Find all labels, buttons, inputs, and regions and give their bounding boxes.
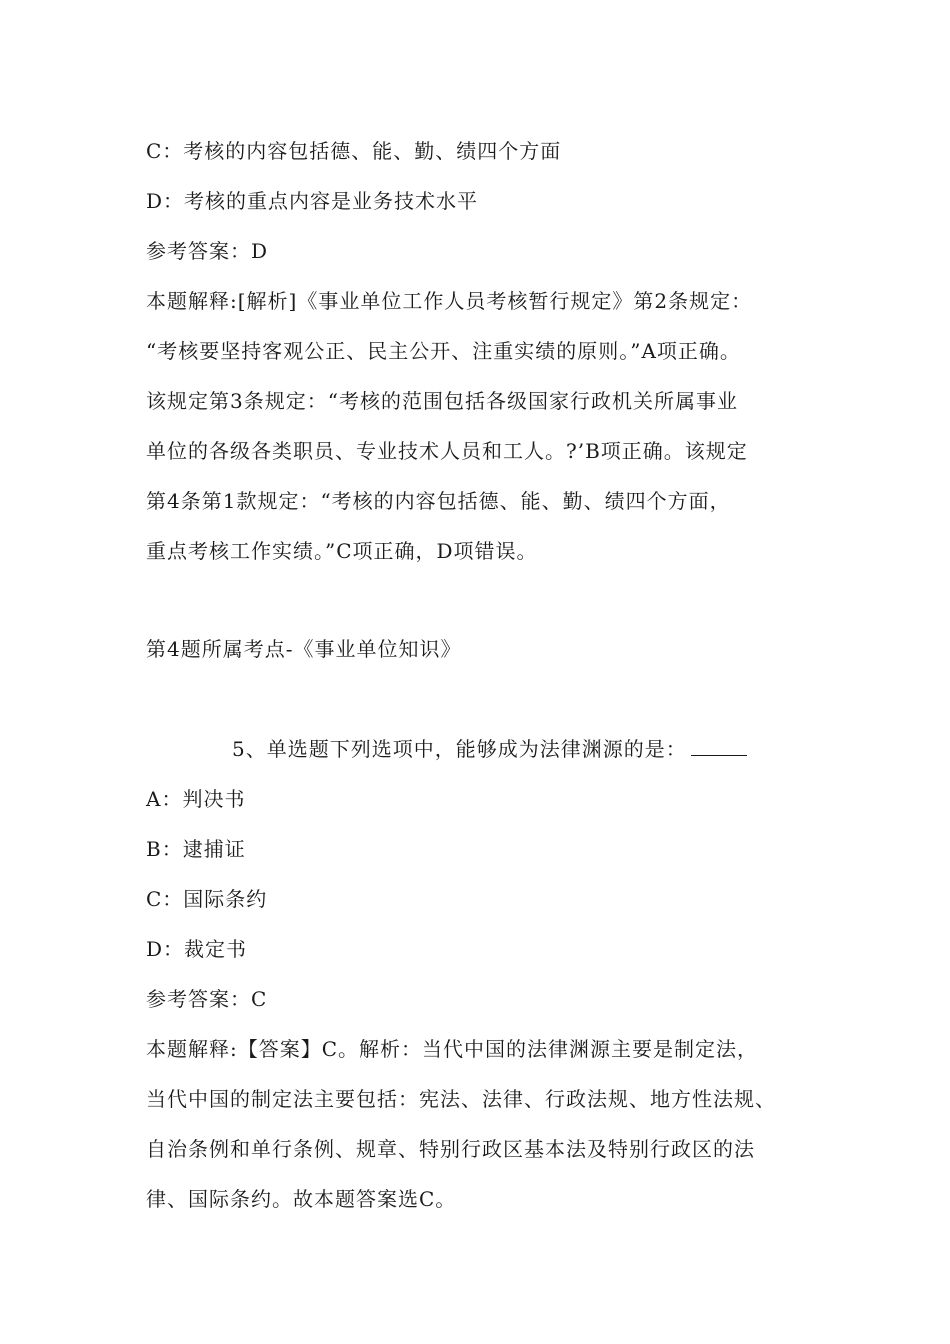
q3-explanation-line: “考核要坚持客观公正、民主公开、注重实绩的原则。”A项正确。 xyxy=(146,339,741,363)
q3-explanation-line: 重点考核工作实绩。”C项正确，D项错误。 xyxy=(146,539,538,563)
q5-option-d: D：裁定书 xyxy=(146,937,248,961)
q5-option-c: C：国际条约 xyxy=(146,887,268,911)
q5-title-text: 5、单选题下列选项中，能够成为法律渊源的是： xyxy=(232,737,687,761)
q5-explanation-line: 本题解释:【答案】C。解析：当代中国的法律渊源主要是制定法， xyxy=(146,1037,759,1061)
q3-topic: 第4题所属考点-《事业单位知识》 xyxy=(146,637,462,661)
q3-option-d: D：考核的重点内容是业务技术水平 xyxy=(146,189,479,213)
q3-explanation-line: 本题解释:[解析]《事业单位工作人员考核暂行规定》第2条规定： xyxy=(146,289,753,313)
q3-answer: 参考答案：D xyxy=(146,239,269,263)
q3-explanation-line: 第4条第1款规定：“考核的内容包括德、能、勤、绩四个方面， xyxy=(146,489,731,513)
q3-option-c: C：考核的内容包括德、能、勤、绩四个方面 xyxy=(146,139,562,163)
q5-answer: 参考答案：C xyxy=(146,987,268,1011)
q3-explanation-line: 单位的各级各类职员、专业技术人员和工人。?’B项正确。该规定 xyxy=(146,439,748,463)
q5-title xyxy=(232,736,747,762)
answer-blank xyxy=(691,737,747,756)
q3-explanation-line: 该规定第3条规定：“考核的范围包括各级国家行政机关所属事业 xyxy=(146,389,738,413)
q5-explanation-line: 律、国际条约。故本题答案选C。 xyxy=(146,1187,457,1211)
q5-explanation-line: 自治条例和单行条例、规章、特别行政区基本法及特别行政区的法 xyxy=(146,1137,755,1161)
q5-explanation-line: 当代中国的制定法主要包括：宪法、法律、行政法规、地方性法规、 xyxy=(146,1087,776,1111)
q5-option-a: A：判决书 xyxy=(146,787,246,811)
q5-option-b: B：逮捕证 xyxy=(146,837,246,861)
